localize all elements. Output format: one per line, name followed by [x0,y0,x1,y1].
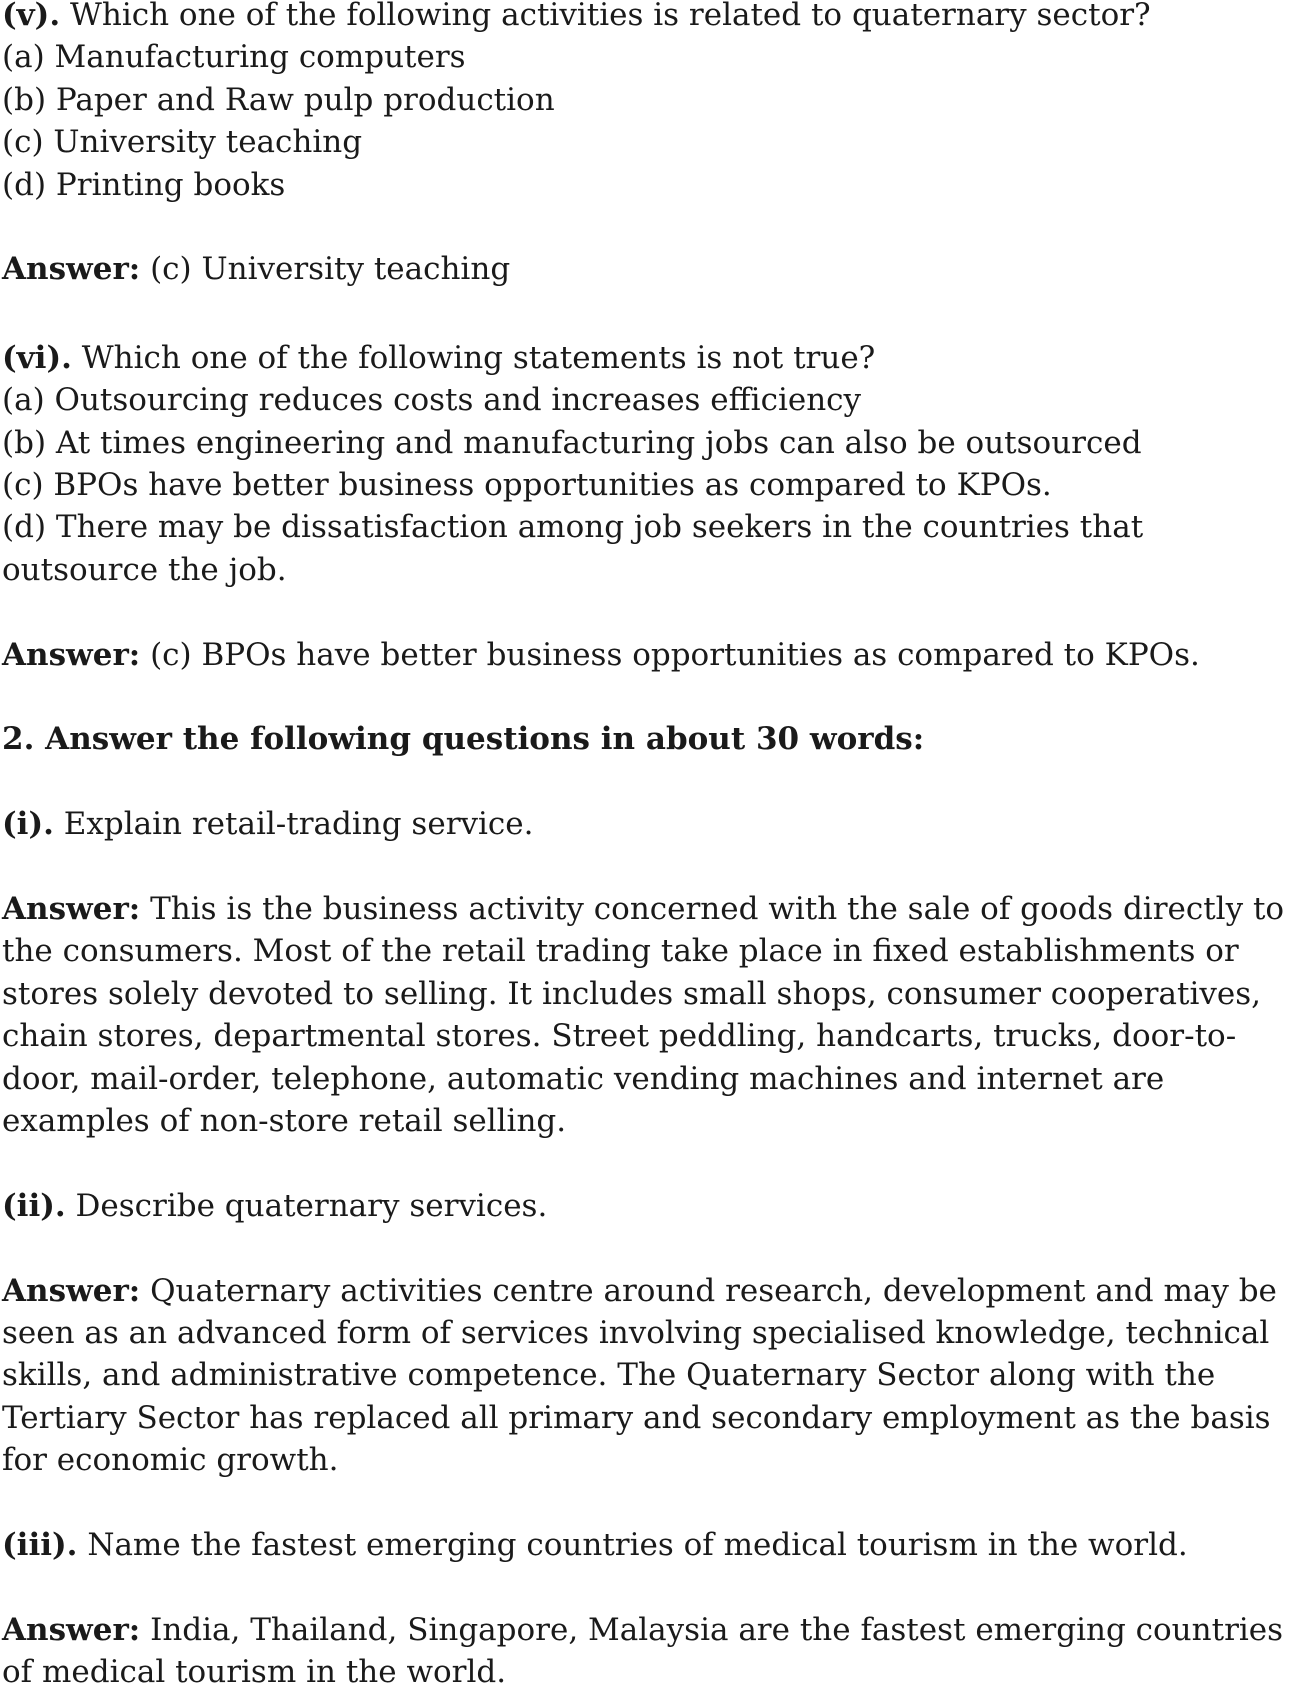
question-text: Which one of the following statements is not true? [71,339,876,376]
option-c: (c) University teaching [2,124,363,161]
question-label: (v). [2,0,61,33]
answer-v [2,248,1291,290]
option-a: (a) Outsourcing reduces costs and increases efficiency [2,382,862,419]
answer-text: Quaternary activities centre around research, development and may be seen as an advanced form of services involving specialised knowledge, technical skills, and administrative competence. The Quaternary Sector along with the Tertiary Sector has replaced all primary and secondary employment as the basis for economic growth. [2,1272,1277,1479]
spacer [2,761,1291,803]
question-2-iii [2,1524,1291,1566]
option-b: (b) Paper and Raw pulp production [2,81,555,118]
question-v [2,0,1291,36]
answer-2-iii [2,1609,1293,1694]
question-label: (i). [2,806,54,843]
spacer [2,1567,1291,1609]
question-2-i [2,803,1291,845]
spacer [2,676,1291,718]
document-page [2,0,1291,1694]
question-text: Name the fastest emerging countries of medical tourism in the world. [77,1527,1188,1564]
section-heading: 2. Answer the following questions in about 30 words: [2,721,925,758]
option-a: (a) Manufacturing computers [2,39,466,76]
question-2-ii [2,1185,1291,1227]
answer-2-i [2,888,1293,1142]
option-d: (d) There may be dissatisfaction among job seekers in the countries that outsource the job. [2,509,1144,588]
spacer [2,846,1291,888]
answer-2-ii [2,1270,1293,1482]
question-text: Which one of the following activities is related to quaternary sector? [60,0,1151,33]
answer-vi [2,634,1291,676]
spacer [2,206,1291,248]
option-d: (d) Printing books [2,166,286,203]
spacer [2,291,1291,337]
answer-text: India, Thailand, Singapore, Malaysia are the fastest emerging countries of medical tourism in the world. [2,1611,1284,1691]
answer-label: Answer: [2,1272,141,1309]
answer-text: (c) BPOs have better business opportunities as compared to KPOs. [140,636,1200,673]
spacer [2,1227,1291,1269]
question-label: (iii). [2,1527,78,1564]
option-b: (b) At times engineering and manufacturing jobs can also be outsourced [2,424,1142,461]
answer-label: Answer: [2,636,141,673]
question-text: Explain retail-trading service. [53,806,534,843]
question-label: (vi). [2,339,72,376]
answer-label: Answer: [2,891,141,928]
answer-text: (c) University teaching [140,251,511,288]
spacer [2,1142,1291,1184]
option-c: (c) BPOs have better business opportunities as compared to KPOs. [2,467,1052,504]
answer-label: Answer: [2,1611,141,1648]
spacer [2,1482,1291,1524]
question-text: Describe quaternary services. [65,1187,548,1224]
question-vi [2,337,1291,379]
answer-text: This is the business activity concerned with the sale of goods directly to the consumers. Most of the retail trading take place in fixed establishments or stores solely devoted to selling. It includes small shops, consumer cooperatives, chain stores, departmental stores. Street peddling, handcarts, trucks, door-to-door, mail-order, telephone, automatic vending machines and internet are examples of non-store retail selling. [2,891,1285,1140]
answer-label: Answer: [2,251,141,288]
spacer [2,591,1291,633]
question-label: (ii). [2,1187,66,1224]
